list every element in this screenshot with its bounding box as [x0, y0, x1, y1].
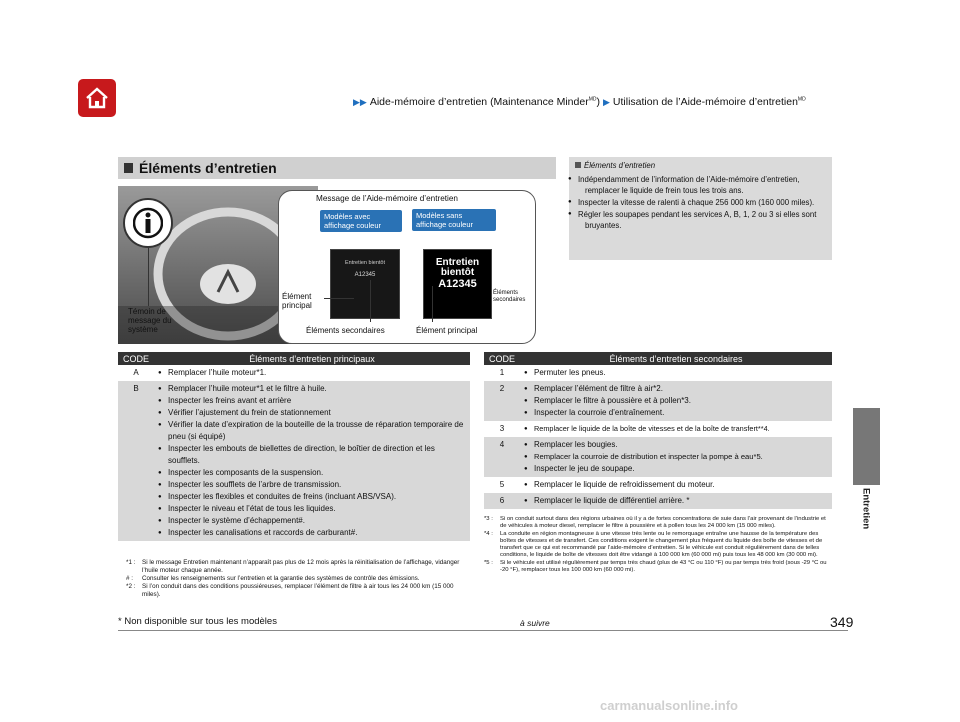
chevron-right-icon: ▶	[602, 96, 610, 107]
footnotes-left	[126, 559, 470, 599]
footnote: *4 : La conduite en région montagneuse à une vitesse très lente ou le remorquage entraîne une hausse de la température des boîtes de vitesses et de transfert. Ces conditions exigent le changement plus fréquent du liquide des boîte de vitesses et de transfert que ce qui est recommandé par l’aide-mémoire d’entretien. Si le véhicule est conduit régulièrement dans de telles conditions, le liquide de boîte de vitesses doit être vidangé à 100 000 km (60 000 mi) puis tous les 48 000 km (30 000 mi).	[484, 530, 823, 559]
row-item: ● Remplacer le liquide de refroidissement du moteur.	[524, 479, 828, 491]
home-button[interactable]	[78, 79, 116, 117]
note-item: ● Indépendamment de l’information de l’Aide-mémoire d’entretien, remplacer le liquide de frein tous les trois ans.	[575, 174, 826, 196]
col-items: Éléments d’entretien principaux	[154, 352, 470, 365]
display-color-code: A12345	[354, 272, 376, 278]
note-icon	[575, 162, 581, 168]
row-code: 4	[484, 437, 520, 477]
home-icon	[84, 86, 110, 110]
chevron-right-icon: ▶▶	[353, 96, 367, 107]
info-icon	[123, 198, 173, 248]
message-panel	[278, 190, 536, 344]
table-row	[484, 477, 832, 493]
display-mono-line2: bientôt	[440, 267, 475, 278]
tag-without-color: Modèles sans affichage couleur	[412, 209, 496, 231]
footnote: *2 : Si l’on conduit dans des conditions poussiéreuses, remplacer l’élément de filtre à air tous les 24 000 km (15 000 miles).	[126, 583, 454, 598]
row-item: ● Inspecter les soufflets de l’arbre de transmission.	[158, 479, 466, 491]
page-number: 349	[830, 614, 854, 630]
row-item: ● Inspecter le jeu de soupape.	[524, 463, 828, 475]
col-items: Éléments d’entretien secondaires	[520, 352, 832, 365]
label-secondaires-right: Éléments secondaires	[493, 290, 526, 303]
note-item: ● Inspecter la vitesse de ralenti à chaque 256 000 km (160 000 miles).	[575, 197, 826, 208]
table-row	[484, 493, 832, 509]
label-temoin: Témoin de message du système	[128, 307, 172, 334]
row-item: ● Inspecter le niveau et l’état de tous les liquides.	[158, 503, 466, 515]
row-item: ● Remplacer la courroie de distribution et inspecter la pompe à eau*5.	[524, 451, 828, 463]
panel-title: Message de l’Aide-mémoire d’entretien	[316, 194, 458, 203]
display-color	[330, 249, 400, 319]
breadcrumb-link-minder[interactable]: Aide-mémoire d’entretien (Maintenance Minder$^{MD}$)	[369, 96, 600, 108]
row-item: ● Inspecter le système d’échappement#.	[158, 515, 466, 527]
note-item: ● Régler les soupapes pendant les services A, B, 1, 2 ou 3 si elles sont bruyantes.	[575, 209, 826, 231]
square-icon	[124, 163, 133, 173]
row-item: ● Remplacer le filtre à poussière et à pollen*3.	[524, 395, 828, 407]
leader-line	[148, 248, 149, 306]
leader-line	[370, 280, 371, 322]
divider	[118, 630, 848, 631]
label-secondaires: Éléments secondaires	[306, 326, 385, 335]
table-row	[484, 365, 832, 381]
label-element-principal-left: Élément principal	[282, 292, 312, 310]
col-code: CODE	[118, 352, 154, 365]
breadcrumb-current: Utilisation de l’Aide-mémoire d’entretien$^{MD}$	[612, 96, 806, 108]
row-item: ● Permuter les pneus.	[524, 367, 828, 379]
leader-line	[432, 286, 433, 322]
display-mono-code: A12345	[438, 278, 477, 290]
table-row	[484, 381, 832, 421]
row-code: A	[133, 368, 139, 377]
row-item: ● Remplacer les bougies.	[524, 439, 828, 451]
table-row	[118, 365, 470, 381]
row-item: ● Remplacer le liquide de différentiel arrière. *	[524, 495, 828, 507]
leader-line	[324, 298, 354, 299]
footer-note: * Non disponible sur tous les modèles	[118, 616, 277, 627]
footnote: *5 : Si le véhicule est utilisé régulièrement par temps très chaud (plus de 43 °C ou 110 °F) ou par temps très froid (sous -29 °C ou -20 °F), remplacer tous les 100 000 km (60 000 mi).	[484, 559, 827, 574]
breadcrumb	[353, 96, 806, 108]
footnote: *1 : Si le message Entretien maintenant n’apparaît pas plus de 12 mois après la réinitialisation de l’affichage, vidanger l’huile moteur chaque année.	[126, 559, 460, 574]
row-item: ● Vérifier l’ajustement du frein de stationnement	[158, 407, 466, 419]
row-code: 5	[499, 480, 505, 489]
row-item: ● Inspecter les embouts de biellettes de direction, le boîtier de direction et les soufflets.	[158, 443, 466, 467]
continued-label: à suivre	[520, 618, 550, 628]
footnote: # : Consulter les renseignements sur l’entretien et la garantie des systèmes de contrôle des émissions.	[126, 575, 420, 582]
tag-with-color: Modèles avec affichage couleur	[320, 210, 402, 232]
row-item: ● Inspecter les canalisations et raccords de carburant#.	[158, 527, 466, 539]
secondary-items-table	[484, 352, 832, 509]
row-item: ● Inspecter la courroie d’entraînement.	[524, 407, 828, 419]
main-items-table	[118, 352, 470, 541]
row-code: B	[118, 381, 154, 541]
label-element-principal: Élément principal	[416, 326, 478, 335]
row-item: ● Remplacer l’huile moteur*1.	[158, 367, 466, 379]
row-item: ● Vérifier la date d’expiration de la bouteille de la trousse de réparation temporaire de pneu (si équipé)	[158, 419, 466, 443]
footnote: *3 : Si on conduit surtout dans des régions urbaines où il y a de fortes concentrations de suie dans l’air provenant de l’industrie et de véhicules à moteur diesel, remplacer le filtre à poussière et à pollen tous les 24 000 km (15 000 miles).	[484, 516, 826, 530]
section-title: Éléments d’entretien	[118, 157, 556, 179]
row-item: ● Inspecter les freins avant et arrière	[158, 395, 466, 407]
row-code: 6	[484, 493, 520, 509]
row-item: ● Remplacer le liquide de la boîte de vitesses et de la boîte de transfert**4.	[524, 423, 828, 435]
row-code: 3	[499, 424, 505, 433]
table-row	[484, 421, 832, 437]
col-code: CODE	[484, 352, 520, 365]
note-box	[569, 157, 832, 260]
watermark: carmanualsonline.info	[600, 698, 738, 713]
footnotes-right	[484, 516, 832, 574]
chapter-label: Entretien	[860, 488, 872, 530]
table-row	[484, 437, 832, 477]
row-item: ● Inspecter les composants de la suspension.	[158, 467, 466, 479]
display-mono	[423, 249, 492, 319]
row-item: ● Inspecter les flexibles et conduites de freins (incluant ABS/VSA).	[158, 491, 466, 503]
row-item: ● Remplacer l’élément de filtre à air*2.	[524, 383, 828, 395]
chapter-tab[interactable]	[853, 408, 880, 485]
row-item: ● Remplacer l’huile moteur*1 et le filtre à huile.	[158, 383, 466, 395]
table-row	[118, 381, 470, 541]
note-heading: Éléments d’entretien	[575, 160, 826, 171]
display-mono-line1: Entretien	[435, 257, 480, 268]
display-color-title: Entretien bientôt	[344, 260, 386, 266]
row-code: 2	[484, 381, 520, 421]
row-code: 1	[499, 368, 505, 377]
